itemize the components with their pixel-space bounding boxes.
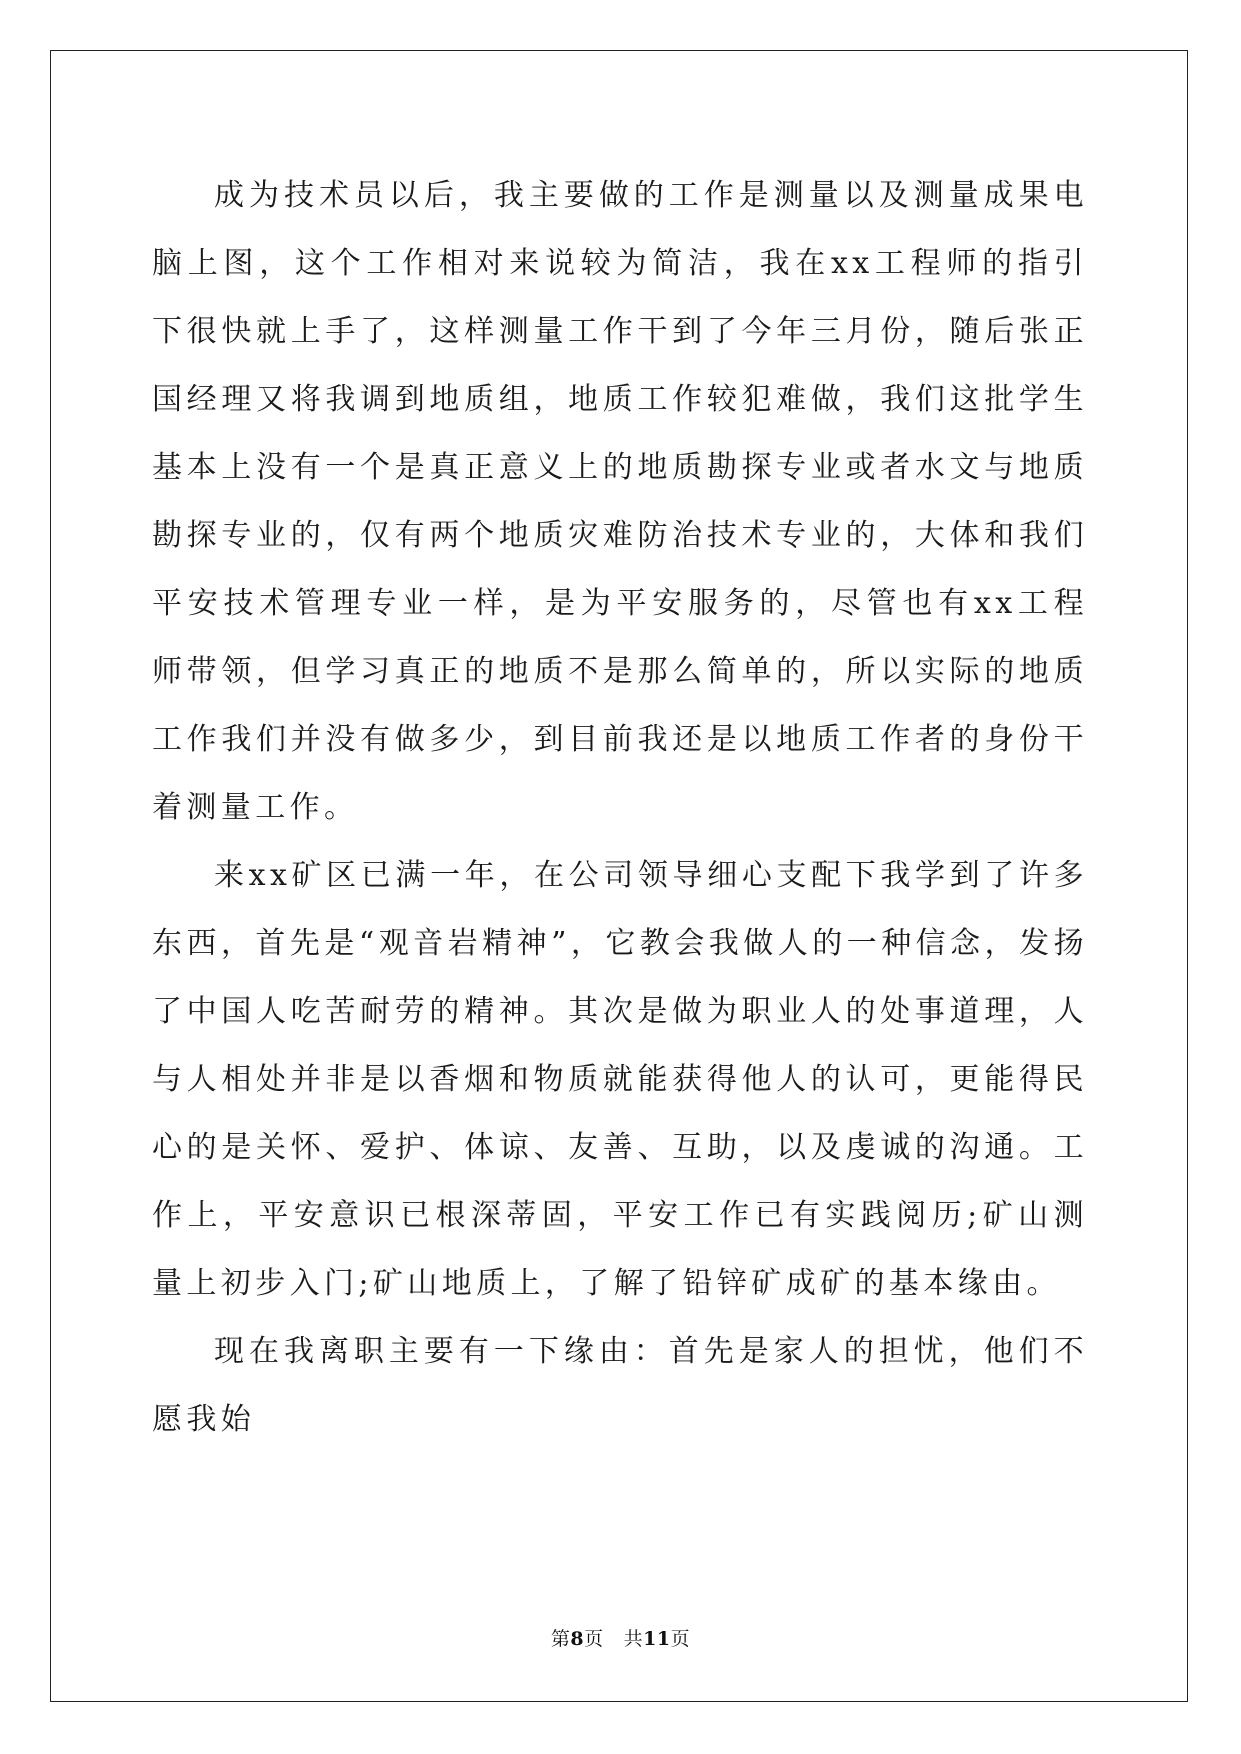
page-suffix: 页 bbox=[584, 1628, 604, 1650]
paragraph-3: 现在我离职主要有一下缘由：首先是家人的担忧，他们不愿我始 bbox=[152, 1334, 1088, 1437]
page-footer bbox=[0, 1624, 1241, 1651]
current-page-number: 8 bbox=[570, 1628, 585, 1650]
page-prefix: 第 bbox=[550, 1628, 571, 1650]
document-body bbox=[152, 162, 1088, 1454]
paragraph-2: 来xx矿区已满一年，在公司领导细心支配下我学到了许多东西，首先是“观音岩精神”，它教会我做人的一种信念，发扬了中国人吃苦耐劳的精神。其次是做为职业人的处事道理，人与人相处并非是以香烟和物质就能获得他人的认可，更能得民心的是关怀、爱护、体谅、友善、互助，以及虔诚的沟通。工作上，平安意识已根深蒂固，平安工作已有实践阅历;矿山测量上初步入门;矿山地质上，了解了铅锌矿成矿的基本缘由。 bbox=[152, 858, 1088, 1301]
total-suffix: 页 bbox=[670, 1628, 691, 1650]
total-prefix: 共 bbox=[623, 1628, 644, 1650]
paragraph-1: 成为技术员以后，我主要做的工作是测量以及测量成果电脑上图，这个工作相对来说较为简洁，我在xx工程师的指引下很快就上手了，这样测量工作干到了今年三月份，随后张正国经理又将我调到地质组，地质工作较犯难做，我们这批学生基本上没有一个是真正意义上的地质勘探专业或者水文与地质勘探专业的，仅有两个地质灾难防治技术专业的，大体和我们平安技术管理专业一样，是为平安服务的，尽管也有xx工程师带领，但学习真正的地质不是那么简单的，所以实际的地质工作我们并没有做多少，到目前我还是以地质工作者的身份干着测量工作。 bbox=[152, 178, 1088, 825]
total-pages-number: 11 bbox=[643, 1628, 671, 1650]
